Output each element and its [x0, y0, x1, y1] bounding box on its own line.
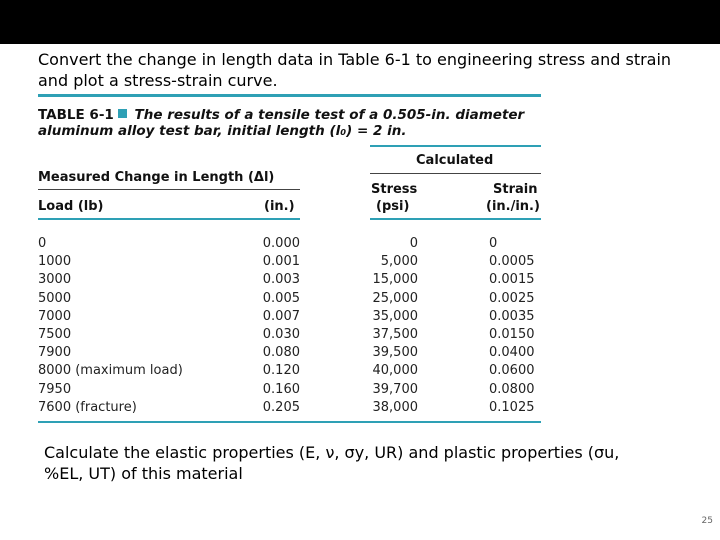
table-cell: 15,000: [372, 272, 418, 288]
square-icon: [118, 109, 127, 118]
table-cell: 39,700: [372, 381, 418, 397]
table-caption-line2: aluminum alloy test bar, initial length (l₀) = 2 in.: [38, 123, 407, 139]
table-cell: 7600 (fracture): [38, 399, 137, 415]
table-cell: 0.1025: [489, 399, 535, 415]
table-cell: 0.005: [262, 290, 300, 306]
table-cell: 0.0035: [489, 308, 535, 324]
stress-header-1: Stress: [371, 182, 418, 197]
table-cell: 5,000: [380, 254, 418, 270]
table-cell: 0.007: [262, 308, 300, 324]
instruction-line1: Calculate the elastic properties (E, ν, σy, UR) and plastic properties (σu,: [44, 443, 620, 462]
table-title: [38, 94, 541, 139]
stress-column: [348, 235, 418, 417]
table-cell: 0.0800: [489, 381, 535, 397]
table-cell: 0.080: [262, 345, 300, 361]
table-cell: 0.205: [262, 399, 300, 415]
table-cell: 7000: [38, 308, 72, 324]
length-column: [238, 235, 300, 417]
table-cell: 0.030: [262, 326, 300, 342]
table-cell: 8000 (maximum load): [38, 363, 183, 379]
table-cell: 0.120: [262, 363, 300, 379]
task-text: Convert the change in length data in Table 6-1 to engineering stress and strain and plot a stress-strain curve.: [38, 50, 672, 90]
page-number: 25: [701, 516, 713, 526]
table-cell: 38,000: [372, 399, 418, 415]
measured-header: Measured Change in Length (Δl): [38, 170, 275, 185]
instruction-text: [44, 442, 694, 484]
measured-group-rule: [38, 189, 300, 190]
table-cell: 0.0150: [489, 326, 535, 342]
table-cell: 5000: [38, 290, 72, 306]
load-column: [38, 235, 183, 417]
table-cell: 3000: [38, 272, 72, 288]
table-cell: 7900: [38, 345, 72, 361]
table-cell: 0.0015: [489, 272, 535, 288]
header-bottom-rule-right: [370, 218, 541, 220]
header-bottom-rule-left: [38, 218, 300, 220]
table-cell: 0.000: [262, 236, 300, 251]
table-cell: 0.003: [262, 272, 300, 288]
table-cell: 0.160: [262, 381, 300, 397]
table-cell: 35,000: [372, 308, 418, 324]
table-bottom-rule: [38, 421, 541, 423]
table-cell: 0.0400: [489, 345, 535, 361]
strain-column: [489, 235, 535, 417]
table-label: TABLE 6-1: [38, 107, 114, 123]
table-cell: 0.0025: [489, 290, 535, 306]
top-black-bar: [0, 0, 720, 44]
table-caption-line1: The results of a tensile test of a 0.505-in. diameter: [134, 107, 525, 123]
instruction-line2: %EL, UT) of this material: [44, 464, 243, 483]
strain-header-2: (in./in.): [486, 199, 540, 214]
table-cell: 0.0600: [489, 363, 535, 379]
length-header: (in.): [264, 199, 295, 214]
table-cell: 0: [38, 236, 47, 251]
strain-header-1: Strain: [493, 182, 538, 197]
table-cell: 39,500: [372, 345, 418, 361]
table-cell: 0: [489, 236, 498, 251]
table-cell: 25,000: [372, 290, 418, 306]
table-cell: 40,000: [372, 363, 418, 379]
table-cell: 1000: [38, 254, 72, 270]
calc-group-rule: [370, 173, 541, 174]
stress-header-2: (psi): [376, 199, 410, 214]
table-cell: 37,500: [372, 326, 418, 342]
table-cell: 7500: [38, 326, 72, 342]
table-cell: 0.0005: [489, 254, 535, 270]
calculated-header: Calculated: [416, 153, 494, 168]
table-cell: 0.001: [262, 254, 300, 270]
table-cell: 0: [409, 236, 418, 251]
load-header: Load (lb): [38, 199, 104, 214]
table-cell: 7950: [38, 381, 72, 397]
calc-top-rule: [370, 145, 541, 147]
